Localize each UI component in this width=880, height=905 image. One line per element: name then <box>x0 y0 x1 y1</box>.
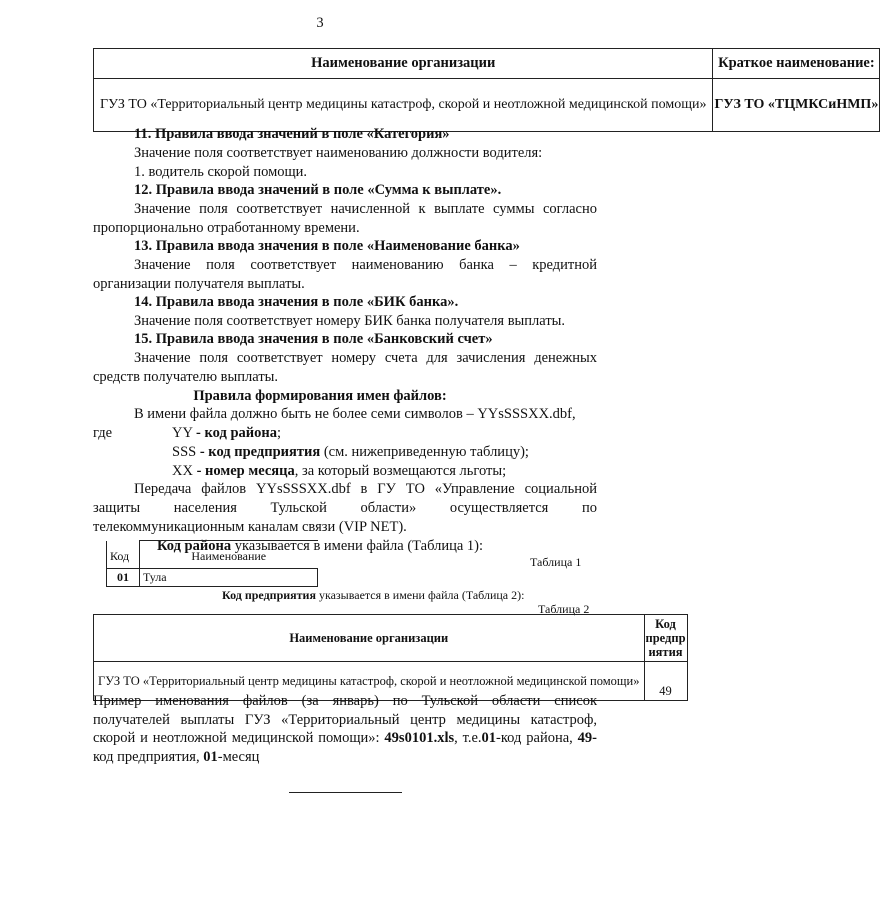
example-line4-tail: -месяц <box>217 749 260 765</box>
table1-row-name: Тула <box>140 569 318 587</box>
table2-header-name: Наименование организации <box>94 615 645 662</box>
table2-header-code: Код предпр иятия <box>644 615 687 662</box>
footer-divider <box>289 792 402 793</box>
table2-label: Таблица 2 <box>538 602 590 616</box>
enterprise-code-rest: указывается в имени файла (Таблица 2): <box>315 588 525 602</box>
file-rules-intro: В имени файла должно быть не более семи символов – YYsSSSXX.dbf, <box>134 406 576 422</box>
xx-code: XX <box>172 463 193 479</box>
district-code-rest: указывается в имени файла (Таблица 1): <box>231 538 484 554</box>
table1-label: Таблица 1 <box>530 555 582 569</box>
example-line3-tail: -код района, <box>496 730 578 746</box>
organization-table <box>93 48 880 132</box>
file-rules-yy <box>172 424 281 443</box>
section-12-line1: Значение поля соответствует начисленной к выплате суммы согласно <box>134 201 597 217</box>
example-district-code: 01 <box>481 730 497 746</box>
transfer-line3: телекоммуникационным каналам связи (VIP NET). <box>93 519 407 535</box>
section-11-text: Значение поля соответствует наименованию должности водителя: <box>134 145 543 161</box>
org-table-header-name: Наименование организации <box>94 49 713 79</box>
table1-row-code: 01 <box>107 569 140 587</box>
section-14-heading: 14. Правила ввода значения в поле «БИК банка». <box>134 294 459 310</box>
section-12-line2: пропорционально отработанному времени. <box>93 220 360 236</box>
section-13-line2: организации получателя выплаты. <box>93 276 305 292</box>
page-number: 3 <box>316 15 324 31</box>
sss-code: SSS <box>172 444 197 460</box>
xx-desc: - номер месяца <box>196 463 295 479</box>
table1-header-name: Наименование <box>140 541 318 569</box>
example-line2: получателей выплаты ГУЗ «Территориальный центр медицины катастроф, <box>93 712 597 728</box>
enterprise-code-label: Код предприятия <box>222 588 316 602</box>
org-table-full-name: ГУЗ ТО «Территориальный центр медицины катастроф, скорой и неотложной медицинской помощи» <box>94 79 713 132</box>
org-table-header-short: Краткое наименование: <box>713 49 880 79</box>
section-13-line1: Значение поля соответствует наименованию банка – кредитной <box>134 257 597 273</box>
enterprise-code-note <box>222 588 524 602</box>
table2-row-code: 49 <box>644 662 687 701</box>
example-month-code: 01 <box>203 749 218 765</box>
enterprise-table <box>93 614 688 701</box>
transfer-line2: защиты населения Тульской области» осуществляется по <box>93 500 597 516</box>
section-11-heading: 11. Правила ввода значений в поле «Категория» <box>134 126 450 142</box>
yy-tail: ; <box>276 425 281 441</box>
district-code-label: Код района <box>156 538 232 554</box>
table2-row-name: ГУЗ ТО «Территориальный центр медицины катастроф, скорой и неотложной медицинской помощи» <box>94 662 645 701</box>
yy-desc: - код района <box>196 425 277 441</box>
section-12-heading: 12. Правила ввода значений в поле «Сумма к выплате». <box>134 182 502 198</box>
example-line4 <box>93 748 259 767</box>
yy-code: YY <box>172 425 193 441</box>
file-rules-xx <box>172 462 506 481</box>
district-table <box>106 540 318 587</box>
table1-header-code: Код <box>107 541 140 569</box>
xx-tail: , за который возмещаются льготы; <box>294 463 507 479</box>
sss-tail: (см. нижеприведенную таблицу); <box>320 444 529 460</box>
section-11-item: 1. водитель скорой помощи. <box>134 164 308 180</box>
example-line3-plain: скорой и неотложной медицинской помощи»: <box>93 730 385 746</box>
district-code-note <box>0 537 640 556</box>
example-line1: Пример именования файлов (за январь) по Тульской области список <box>93 693 597 709</box>
file-rules-sss <box>172 443 529 462</box>
example-line4-plain: код предприятия, <box>93 749 204 765</box>
file-rules-where: где <box>93 425 113 441</box>
section-15-line1: Значение поля соответствует номеру счета для зачисления денежных <box>134 350 597 366</box>
sss-desc: - код предприятия <box>199 444 321 460</box>
section-15-heading: 15. Правила ввода значения в поле «Банковский счет» <box>134 331 493 347</box>
section-13-heading: 13. Правила ввода значения в поле «Наименование банка» <box>134 238 520 254</box>
section-15-line2: средств получателю выплаты. <box>93 369 279 385</box>
section-14-text: Значение поля соответствует номеру БИК банка получателя выплаты. <box>134 313 566 329</box>
example-line3-mid: , т.е. <box>454 730 482 746</box>
file-rules-heading: Правила формирования имен файлов: <box>193 388 447 404</box>
example-enterprise-code: 49- <box>577 730 597 746</box>
example-line3 <box>93 729 597 748</box>
transfer-line1: Передача файлов YYsSSSXX.dbf в ГУ ТО «Управление социальной <box>134 481 597 497</box>
org-table-short-name: ГУЗ ТО «ТЦМКСиНМП» <box>713 79 880 132</box>
example-file-name: 49s0101.xls <box>384 730 455 746</box>
